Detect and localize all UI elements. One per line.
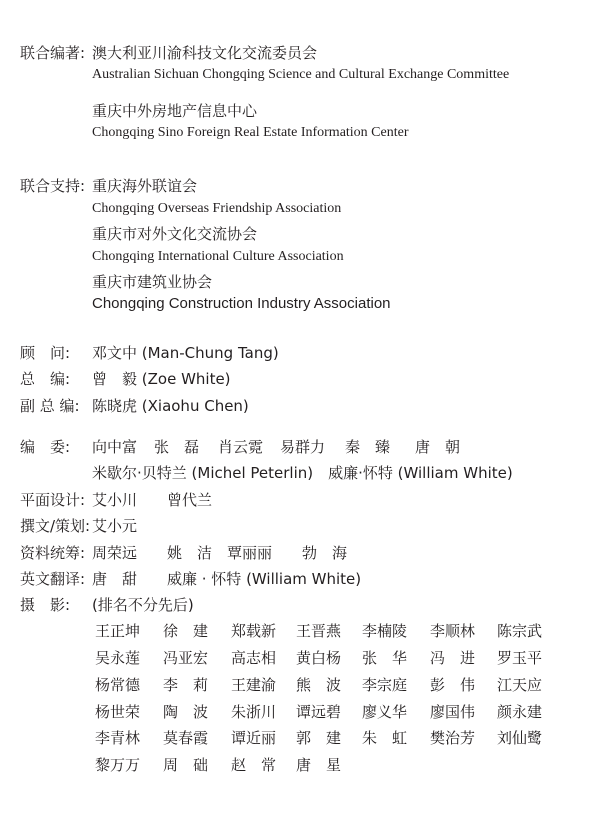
photographer-name: 朱 虹 [362,729,408,747]
chief-editor-value: 曾 毅 (Zoe White) [92,370,231,388]
board-member: 秦 臻 [345,438,391,456]
photographer-name: 江天应 [497,676,543,694]
advisor-value: 邓文中 (Man-Chung Tang) [92,344,279,362]
photographer-name: 李宗庭 [362,676,408,694]
photographer-name: 周 础 [163,756,209,774]
co-author-2-en: Chongqing Sino Foreign Real Estate Information Center [92,125,409,140]
co-author-1-cn: 澳大利亚川渝科技文化交流委员会 [92,44,318,62]
graphic-design-value: 艾小川 曾代兰 [92,491,213,509]
photographer-name: 杨常德 [95,676,141,694]
photographer-name: 熊 波 [296,676,342,694]
photographer-name: 杨世荣 [95,703,141,721]
supporter-1-en: Chongqing Overseas Friendship Association [92,201,342,216]
photography-note: (排名不分先后) [92,596,194,614]
co-author-1-en: Australian Sichuan Chongqing Science and Cultural Exchange Committee [92,67,510,82]
photographer-name: 李 莉 [163,676,209,694]
board-member: 肖云霓 [218,438,264,456]
photographer-name: 徐 建 [163,622,209,640]
editorial-board-label: 编 委: [20,438,71,456]
writing-planning-label: 撰文/策划: [20,517,91,535]
photographer-name: 唐 星 [296,756,342,774]
editorial-board-line-2: 米歇尔·贝特兰 (Michel Peterlin) 威廉·怀特 (William White) [92,464,513,482]
chief-editor-label: 总 编: [20,370,71,388]
supporter-1-cn: 重庆海外联谊会 [92,177,198,195]
supporter-3-en: Chongqing Construction Industry Association [92,295,391,312]
photographer-name: 郑载新 [231,622,277,640]
photographer-name: 谭近丽 [231,729,277,747]
photographer-name: 廖国伟 [430,703,476,721]
photographer-name: 赵 常 [231,756,277,774]
data-coordination-label: 资料统筹: [20,544,86,562]
deputy-editor-label: 副 总 编: [20,397,80,415]
photographer-name: 王建渝 [231,676,277,694]
photographer-name: 黎万万 [95,756,141,774]
photographer-name: 吴永莲 [95,649,141,667]
supporter-2-cn: 重庆市对外文化交流协会 [92,225,258,243]
supporters-label: 联合支持: [20,177,86,195]
photographer-name: 彭 伟 [430,676,476,694]
board-member: 张 磊 [154,438,200,456]
photographer-name: 李楠陵 [362,622,408,640]
photographer-name: 高志相 [231,649,277,667]
photographer-name: 刘仙鹭 [497,729,543,747]
board-member: 唐 朝 [415,438,461,456]
photographer-name: 王正坤 [95,622,141,640]
photographer-name: 樊治芳 [430,729,476,747]
photographer-name: 李青林 [95,729,141,747]
photographer-name: 莫春霞 [163,729,209,747]
photographer-name: 颜永建 [497,703,543,721]
photographer-name: 冯亚宏 [163,649,209,667]
graphic-design-label: 平面设计: [20,491,86,509]
photographer-name: 王晋燕 [296,622,342,640]
photographer-name: 谭远碧 [296,703,342,721]
supporter-2-en: Chongqing International Culture Association [92,249,344,264]
photography-label: 摄 影: [20,596,71,614]
deputy-editor-value: 陈晓虎 (Xiaohu Chen) [92,397,249,415]
data-coordination-value: 周荣远 姚 洁 覃丽丽 勃 海 [92,544,348,562]
photographer-name: 郭 建 [296,729,342,747]
advisor-label: 顾 问: [20,344,71,362]
photographer-name: 陶 波 [163,703,209,721]
photographer-name: 张 华 [362,649,408,667]
supporter-3-cn: 重庆市建筑业协会 [92,273,213,291]
writing-planning-value: 艾小元 [92,517,138,535]
board-member: 向中富 [92,438,138,456]
photographer-name: 黄白杨 [296,649,342,667]
photographer-name: 冯 进 [430,649,476,667]
photographer-name: 朱浙川 [231,703,277,721]
photographer-name: 陈宗武 [497,622,543,640]
english-translation-label: 英文翻译: [20,570,86,588]
board-member: 易群力 [280,438,326,456]
photographer-name: 廖义华 [362,703,408,721]
co-author-2-cn: 重庆中外房地产信息中心 [92,102,258,120]
english-translation-value: 唐 甜 威廉 · 怀特 (William White) [92,570,362,588]
photographer-name: 李顺林 [430,622,476,640]
co-authors-label: 联合编著: [20,44,86,62]
photographer-name: 罗玉平 [497,649,543,667]
